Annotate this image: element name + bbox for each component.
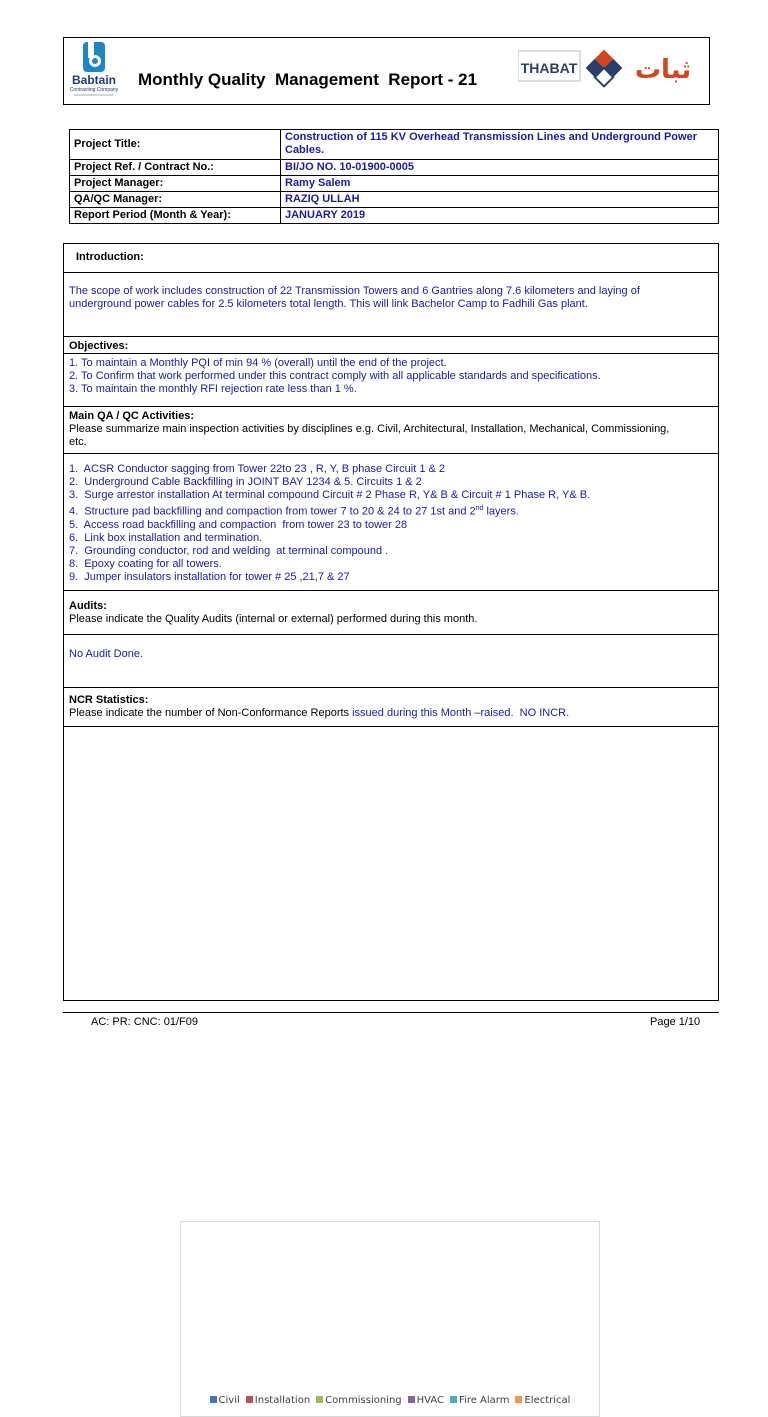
qaqc-manager-value: RAZIQ ULLAH	[281, 192, 719, 208]
ncr-instruction-text: Please indicate the number of Non-Conformance Reports	[69, 707, 353, 719]
objectives-heading: Objectives:	[69, 340, 129, 352]
legend-item-civil	[210, 1394, 240, 1407]
table-row	[70, 192, 719, 208]
report-title: Monthly Quality Management Report - 21	[138, 70, 478, 89]
babtain-logo	[68, 40, 120, 100]
legend-swatch	[450, 1396, 457, 1403]
activity-item: 2. Underground Cable Backfilling in JOINT BAY 1234 & 5. Circuits 1 & 2	[69, 476, 422, 488]
report-period-value: JANUARY 2019	[281, 208, 719, 224]
legend-item-installation	[246, 1394, 310, 1407]
activity-item: 1. ACSR Conductor sagging from Tower 22to 23 , R, Y, B phase Circuit 1 & 2	[69, 463, 446, 475]
activity-item: 9. Jumper insulators installation for tower # 25 ,21,7 & 27	[69, 570, 350, 583]
objectives-heading-row	[64, 337, 718, 354]
activity-item: 6. Link box installation and termination.	[69, 531, 263, 544]
project-manager-value: Ramy Salem	[281, 176, 719, 192]
activities-section	[64, 454, 718, 591]
introduction-heading: Introduction:	[76, 251, 144, 263]
legend-item-commissioning	[316, 1394, 401, 1407]
audits-instruction: Please indicate the Quality Audits (internal or external) performed during this month.	[69, 613, 478, 625]
legend-swatch	[316, 1396, 323, 1403]
activity-item-superscript: nd	[475, 505, 484, 512]
ncr-heading-row	[64, 688, 718, 727]
audits-heading: Audits:	[69, 600, 107, 612]
legend-swatch	[246, 1396, 253, 1403]
objectives-section	[64, 354, 718, 407]
report-period-label: Report Period (Month & Year):	[70, 208, 281, 224]
activity-item-4	[69, 502, 713, 519]
activities-heading-row	[64, 407, 718, 454]
legend-label: HVAC	[416, 1395, 445, 1406]
legend-label: Electrical	[524, 1395, 571, 1406]
legend-label: Commissioning	[325, 1395, 402, 1406]
report-header	[63, 37, 710, 105]
project-title-value: Construction of 115 KV Overhead Transmission Lines and Underground Power Cables.	[281, 130, 719, 160]
objective-item: 2. To Confirm that work performed under this contract comply with all applicable standards and specifications.	[69, 370, 601, 382]
project-title-label: Project Title:	[70, 130, 281, 160]
ncr-heading: NCR Statistics:	[69, 694, 149, 706]
legend-swatch	[515, 1396, 522, 1403]
ncr-chart	[180, 1221, 600, 1417]
legend-item-electrical	[515, 1394, 570, 1407]
table-row	[70, 208, 719, 224]
introduction-section	[64, 273, 718, 337]
ncr-instruction-highlight: issued during this Month –raised. NO INCR.	[352, 707, 570, 719]
audits-section	[64, 635, 718, 688]
activity-item-text: 4. Structure pad backfilling and compaction from tower 7 to 20 & 24 to 27 1st and 2	[69, 505, 476, 518]
project-info-table	[69, 129, 719, 224]
legend-item-fire-alarm	[450, 1394, 509, 1407]
legend-label: Installation	[254, 1395, 311, 1406]
objective-item: 1. To maintain a Monthly PQI of min 94 % (overall) until the end of the project.	[69, 357, 447, 369]
qaqc-manager-label: QA/QC Manager:	[70, 192, 281, 208]
activity-item: 3. Surge arrestor installation At terminal compound Circuit # 2 Phase R, Y& B & Circuit # 1 Phase R, Y& B.	[69, 489, 591, 501]
chart-legend	[181, 1394, 599, 1407]
audits-heading-row	[64, 591, 718, 635]
table-row	[70, 160, 719, 176]
contract-no-label: Project Ref. / Contract No.:	[70, 160, 281, 176]
footer-form-code: AC: PR: CNC: 01/F09	[91, 1016, 198, 1028]
legend-item-hvac	[408, 1394, 444, 1407]
legend-label: Civil	[218, 1395, 240, 1406]
babtain-logo-name: Babtain	[71, 73, 117, 87]
activity-item: 7. Grounding conductor, rod and welding at terminal compound .	[69, 544, 389, 557]
audits-result: No Audit Done.	[69, 648, 143, 660]
project-manager-label: Project Manager:	[70, 176, 281, 192]
table-row	[70, 176, 719, 192]
footer-rule	[63, 1012, 719, 1013]
contract-no-value: BI/JO NO. 10-01900-0005	[281, 160, 719, 176]
ncr-instruction	[69, 707, 713, 720]
thabat-logo	[518, 42, 704, 100]
activity-item: 8. Epoxy coating for all towers.	[69, 557, 222, 570]
introduction-line: underground power cables for 2.5 kilometers total length. This will link Bachelor Camp to Fadhili Gas plant.	[69, 298, 588, 310]
legend-swatch	[408, 1396, 415, 1403]
activities-heading: Main QA / QC Activities:	[69, 410, 195, 422]
introduction-heading-row	[64, 244, 718, 273]
activities-instruction: Please summarize main inspection activities by disciplines e.g. Civil, Architectural, Installation, Mechanical, Commissioning,	[69, 423, 670, 435]
thabat-logo-name: THABAT	[520, 60, 578, 76]
activity-item: 5. Access road backfilling and compaction from tower 23 to tower 28	[69, 518, 408, 531]
babtain-logo-subtitle: Contracting Company	[69, 87, 119, 93]
activities-instruction: etc.	[69, 436, 87, 448]
legend-label: Fire Alarm	[459, 1395, 510, 1406]
activity-item-tail: layers.	[483, 505, 519, 518]
legend-swatch	[210, 1396, 217, 1403]
introduction-line: The scope of work includes construction of 22 Transmission Towers and 6 Gantries along 7.6 kilometers and laying of	[69, 285, 640, 297]
footer-page-number: Page 1/10	[650, 1016, 701, 1028]
table-row	[70, 130, 719, 160]
objective-item: 3. To maintain the monthly RFI rejection rate less than 1 %.	[69, 383, 357, 395]
thabat-logo-arabic: ثبات	[634, 55, 692, 85]
